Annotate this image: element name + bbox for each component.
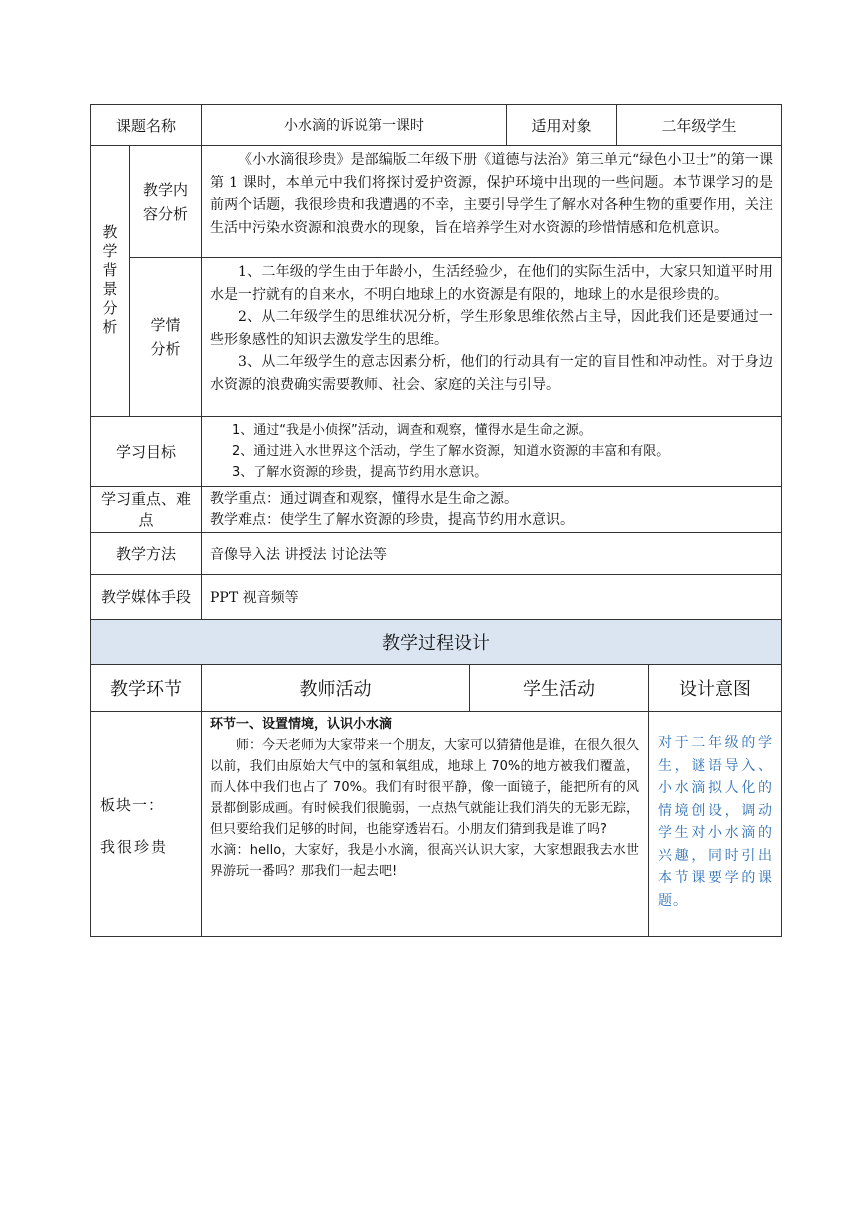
goal-item-2: 2、通过进入水世界这个活动，学生了解水资源，知道水资源的丰富和有限。 (232, 444, 670, 459)
student-analysis-item-3: 3、从二年级学生的意志因素分析，他们的行动具有一定的盲目性和冲动性。对于身边水资源的浪费确实需要教师、社会、家庭的关注与引导。 (210, 354, 773, 393)
topic-label: 课题名称 (90, 104, 202, 146)
audience-label: 适用对象 (506, 104, 617, 146)
col-header-stage: 教学环节 (90, 664, 202, 712)
step-title: 环节一、设置情境，认识小水滴 (210, 717, 393, 732)
goals-cell (201, 416, 782, 487)
content-analysis-label: 教学内容分析 (129, 145, 202, 258)
media-label: 教学媒体手段 (90, 574, 202, 620)
key-points-label: 学习重点、难点 (90, 486, 202, 533)
content-analysis-cell (201, 145, 782, 258)
col-header-student: 学生活动 (469, 664, 649, 712)
method-label: 教学方法 (90, 532, 202, 575)
goals-label: 学习目标 (90, 416, 202, 487)
col-header-teacher: 教师活动 (201, 664, 470, 712)
media-value: PPT 视音频等 (201, 574, 782, 620)
audience-value: 二年级学生 (616, 104, 782, 146)
background-section-text: 教学背景分析 (100, 224, 119, 338)
background-section-label (90, 145, 130, 417)
method-value: 音像导入法 讲授法 讨论法等 (201, 532, 782, 575)
process-title: 教学过程设计 (90, 619, 782, 665)
key-points-cell (201, 486, 782, 533)
student-analysis-item-2: 2、从二年级学生的思维状况分析，学生形象思维依然占主导，因此我们还是要通过一些形象感性的知识去激发学生的思维。 (210, 309, 773, 348)
block-one-label: 板块一： (100, 796, 165, 814)
goal-item-1: 1、通过“我是小侦探”活动，调查和观察，懂得水是生命之源。 (232, 423, 592, 438)
teaching-difficulty: 教学难点：使学生了解水资源的珍贵，提高节约用水意识。 (210, 512, 574, 528)
block-one-cell (90, 711, 202, 937)
block-one-title: 我很珍贵 (100, 838, 169, 856)
topic-value: 小水滴的诉说第一课时 (201, 104, 507, 146)
content-analysis-text: 《小水滴很珍贵》是部编版二年级下册《道德与法治》第三单元“绿色小卫士”的第一课第 1 课时，本单元中我们将探讨爱护资源，保护环境中出现的一些问题。本节课学习的是前两个话题，我很珍贵和我遭遇的不幸，主要引导学生了解水对各种生物的重要作用，关注生活中污染水资源和浪费水的现象，旨在培养学生对水资源的珍惜情感和危机意识。 (210, 152, 773, 236)
teaching-focus: 教学重点：通过调查和观察，懂得水是生命之源。 (210, 491, 518, 507)
teacher-speech: 师：今天老师为大家带来一个朋友，大家可以猜猜他是谁，在很久很久以前，我们由原始大气中的氢和氧组成，地球上 70%的地方被我们覆盖，而人体中我们也占了 70%。我们有时很平静，像一面镜子，能把所有的风景都倒影成画。有时候我们很脆弱，一点热气就能让我们消失的无影无踪，但只要给我们足够的时间，也能穿透岩石。小朋友们猜到我是谁了吗? (210, 738, 640, 837)
student-analysis-item-1: 1、二年级的学生由于年龄小，生活经验少，在他们的实际生活中，大家只知道平时用水是一拧就有的自来水，不明白地球上的水资源是有限的，地球上的水是很珍贵的。 (210, 264, 773, 303)
intent-text: 对于二年级的学生，谜语导入、小水滴拟人化的情境创设，调动学生对小水滴的兴趣，同时引出本节课要学的课题。 (658, 735, 773, 909)
student-analysis-label: 学情分析 (129, 257, 202, 417)
intent-cell (648, 711, 782, 937)
teacher-activity-cell (201, 711, 649, 937)
droplet-speech: 水滴：hello，大家好，我是小水滴，很高兴认识大家，大家想跟我去水世界游玩一番吗？那我们一起去吧! (210, 843, 639, 879)
col-header-intent: 设计意图 (648, 664, 782, 712)
goal-item-3: 3、了解水资源的珍贵，提高节约用水意识。 (232, 465, 488, 480)
student-analysis-cell (201, 257, 782, 417)
